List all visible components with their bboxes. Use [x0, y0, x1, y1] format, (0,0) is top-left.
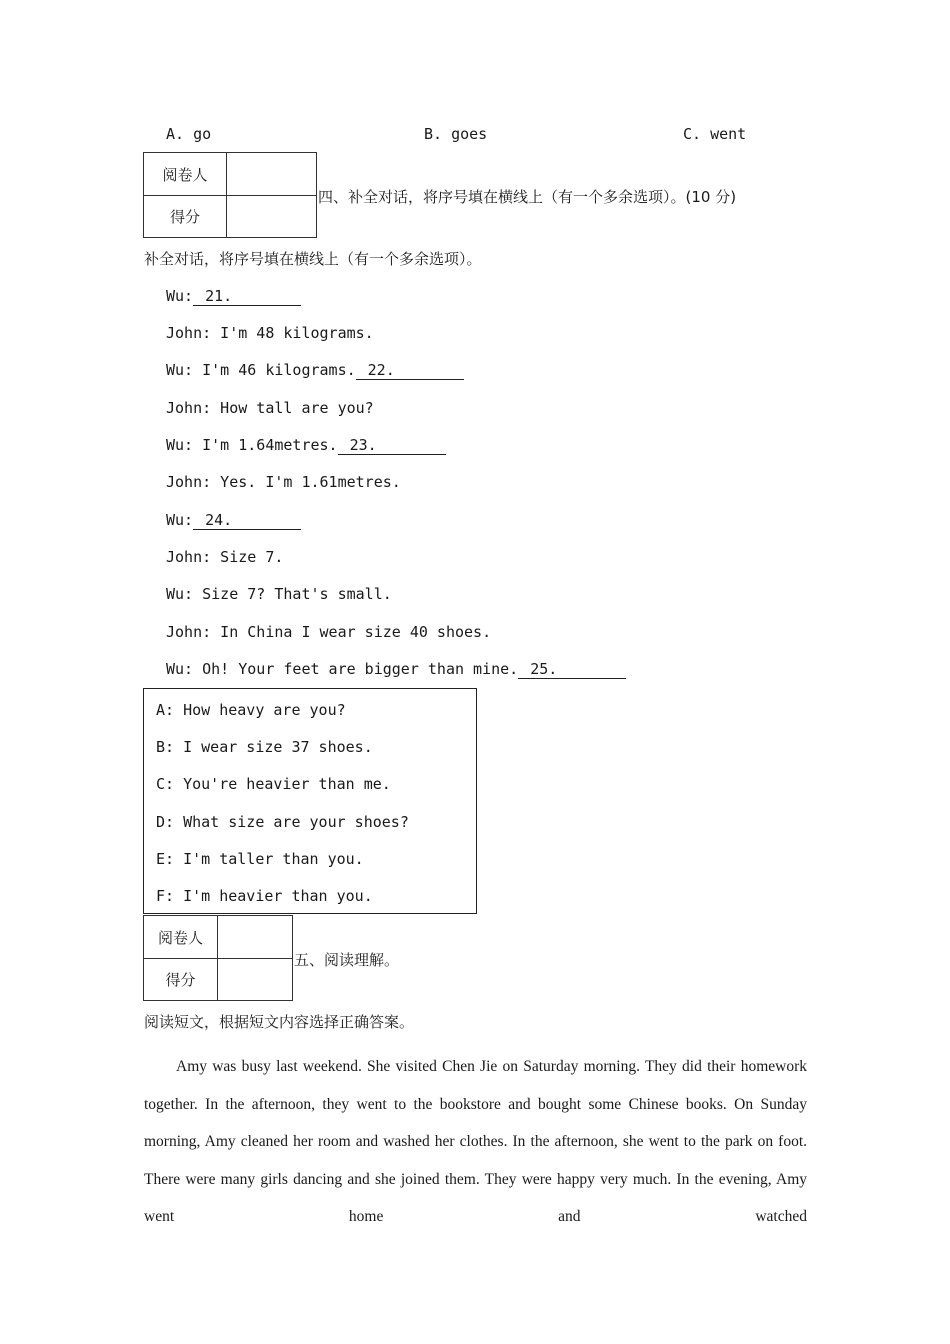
dialogue-line-5: Wu: I'm 1.64metres. 23.	[166, 436, 446, 455]
reviewer-cell[interactable]	[227, 153, 317, 196]
dialogue-line-2: John: I'm 48 kilograms.	[166, 324, 374, 342]
option-c: C. went	[683, 125, 747, 143]
dialogue-line-1: Wu: 21.	[166, 287, 301, 306]
choice-b: B: I wear size 37 shoes.	[156, 738, 373, 756]
score-cell[interactable]	[218, 959, 293, 1001]
score-table-section4	[143, 152, 317, 238]
reviewer-label: 阅卷人	[144, 916, 218, 959]
answer-blank-23[interactable]: 23.	[338, 437, 446, 455]
choices-box	[143, 688, 477, 914]
score-label: 得分	[144, 196, 227, 238]
dialogue-line-9: Wu: Size 7? That's small.	[166, 585, 392, 603]
section4-title: 四、补全对话，将序号填在横线上（有一个多余选项）。(10 分)	[318, 188, 737, 206]
answer-blank-22[interactable]: 22.	[356, 362, 464, 380]
dialogue-line-8: John: Size 7.	[166, 548, 284, 566]
section4-instruction: 补全对话，将序号填在横线上（有一个多余选项）。	[144, 250, 482, 268]
reviewer-label: 阅卷人	[144, 153, 227, 196]
answer-blank-25[interactable]: 25.	[518, 661, 626, 679]
choice-d: D: What size are your shoes?	[156, 813, 409, 831]
dialogue-line-4: John: How tall are you?	[166, 399, 374, 417]
answer-blank-21[interactable]: 21.	[193, 288, 301, 306]
answer-blank-24[interactable]: 24.	[193, 512, 301, 530]
passage-text: Amy was busy last weekend. She visited Chen Jie on Saturday morning. They did their homework together. In the afternoon, they went to the bookstore and bought some Chinese books. On Sunday morning, Amy cleaned her room and washed her clothes. In the afternoon, she went to the park on foot. There were many girls dancing and she joined them. They were happy very much. In the evening, Amy went home and watched	[144, 1058, 807, 1225]
section5-instruction: 阅读短文，根据短文内容选择正确答案。	[144, 1013, 415, 1031]
score-label: 得分	[144, 959, 218, 1001]
option-b: B. goes	[424, 125, 488, 143]
choice-c: C: You're heavier than me.	[156, 775, 391, 793]
reviewer-cell[interactable]	[218, 916, 293, 959]
dialogue-line-6: John: Yes. I'm 1.61metres.	[166, 473, 401, 491]
reading-passage	[144, 1048, 807, 1236]
dialogue-line-7: Wu: 24.	[166, 511, 301, 530]
choice-a: A: How heavy are you?	[156, 701, 346, 719]
dialogue-line-11: Wu: Oh! Your feet are bigger than mine. 25.	[166, 660, 626, 679]
score-table-section5	[143, 915, 293, 1001]
dialogue-line-3: Wu: I'm 46 kilograms. 22.	[166, 361, 464, 380]
option-a: A. go	[166, 125, 212, 143]
score-cell[interactable]	[227, 196, 317, 238]
section5-title: 五、阅读理解。	[294, 951, 400, 969]
choice-f: F: I'm heavier than you.	[156, 887, 373, 905]
dialogue-line-10: John: In China I wear size 40 shoes.	[166, 623, 492, 641]
choice-e: E: I'm taller than you.	[156, 850, 364, 868]
